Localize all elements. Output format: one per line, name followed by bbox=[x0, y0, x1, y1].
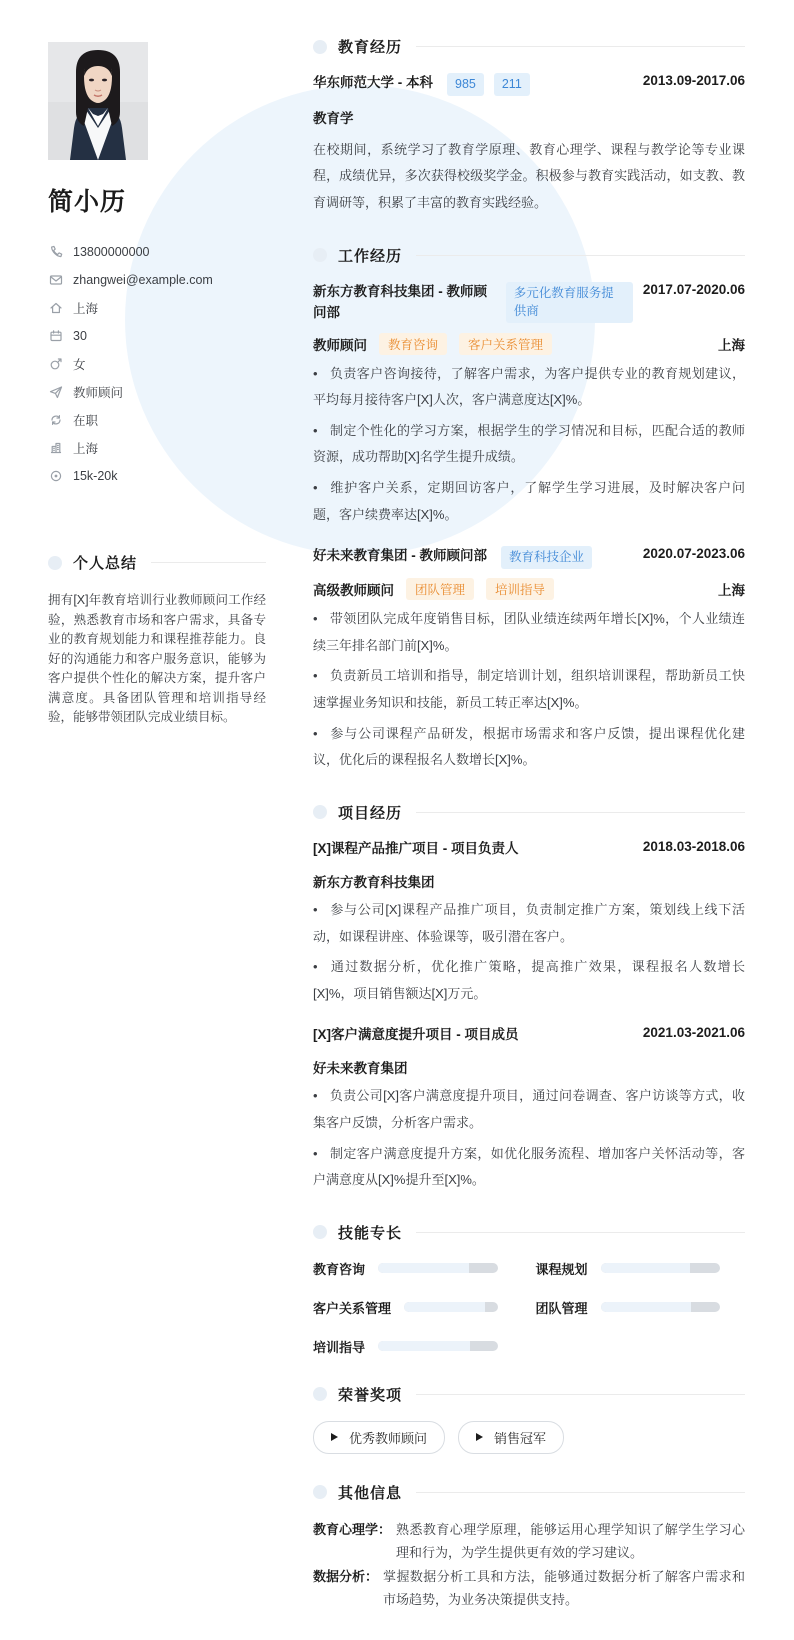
skill-bar bbox=[404, 1302, 497, 1312]
skill-bar bbox=[378, 1263, 497, 1273]
award-label: 销售冠军 bbox=[494, 1430, 547, 1446]
section-projects bbox=[313, 802, 745, 1194]
position-icon bbox=[48, 385, 63, 400]
skill-bar-fill bbox=[601, 1263, 691, 1273]
bullet-list bbox=[313, 361, 745, 529]
profile-photo bbox=[48, 42, 148, 160]
section-dot-icon bbox=[313, 1387, 327, 1401]
contact-value: zhangwei@example.com bbox=[73, 273, 213, 287]
section-title: 荣誉奖项 bbox=[338, 1386, 403, 1404]
skill-tag: 客户关系管理 bbox=[459, 333, 552, 355]
skills-grid bbox=[313, 1259, 745, 1356]
section-header bbox=[48, 552, 266, 573]
section-title: 技能专长 bbox=[338, 1224, 403, 1242]
education-entry bbox=[313, 73, 745, 217]
skill-row bbox=[313, 1337, 498, 1356]
phone-icon bbox=[48, 245, 63, 260]
section-header bbox=[313, 1482, 745, 1503]
city-icon bbox=[48, 441, 63, 456]
bullet-item: • 负责新员工培训和指导，制定培训计划，组织培训课程，帮助新员工快速掌握业务知识和技能，新员工转正率达[X]%。 bbox=[313, 663, 745, 716]
role-name: 高级教师顾问 bbox=[313, 583, 394, 599]
role-name: 教师顾问 bbox=[313, 337, 367, 353]
section-header bbox=[313, 245, 745, 266]
bullet-item: • 制定客户满意度提升方案，如优化服务流程、增加客户关怀活动等，客户满意度从[X]%提升至[X]%。 bbox=[313, 1141, 745, 1194]
contact-status bbox=[48, 406, 266, 434]
contact-work-city bbox=[48, 434, 266, 462]
section-divider bbox=[416, 812, 745, 813]
bullet-item: • 参与公司[X]课程产品推广项目，负责制定推广方案，策划线上线下活动，如课程讲座、体验课等，吸引潜在客户。 bbox=[313, 897, 745, 950]
contact-email bbox=[48, 266, 266, 294]
section-header bbox=[313, 1384, 745, 1405]
entry-date: 2017.07-2020.06 bbox=[642, 281, 745, 297]
other-info-text: 掌握数据分析工具和方法，能够通过数据分析了解客户需求和市场趋势，为业务决策提供支持。 bbox=[383, 1569, 745, 1608]
section-divider bbox=[416, 255, 745, 256]
skill-label: 课程规划 bbox=[535, 1261, 588, 1277]
entry-date: 2020.07-2023.06 bbox=[642, 546, 745, 562]
section-divider bbox=[151, 562, 266, 563]
bullet-list bbox=[313, 1083, 745, 1194]
contact-position bbox=[48, 378, 266, 406]
section-work bbox=[313, 245, 745, 774]
skill-bar-fill bbox=[404, 1302, 485, 1312]
project-name: [X]课程产品推广项目 - 项目负责人 bbox=[313, 840, 519, 856]
salary-icon bbox=[48, 469, 63, 484]
section-dot-icon bbox=[313, 40, 327, 54]
contact-phone bbox=[48, 238, 266, 266]
play-icon bbox=[331, 1433, 338, 1441]
skill-bar-fill bbox=[601, 1302, 692, 1312]
section-divider bbox=[416, 1394, 745, 1395]
role-row bbox=[313, 578, 745, 600]
education-description: 在校期间，系统学习了教育学原理、教育心理学、课程与教学论等专业课程，成绩优异，多次获得校级奖学金。积极参与教育实践活动，如支教、教育调研等，积累了丰富的教育实践经验。 bbox=[313, 141, 745, 211]
contact-gender bbox=[48, 350, 266, 378]
section-skills bbox=[313, 1222, 745, 1356]
contact-value: 上海 bbox=[73, 302, 99, 316]
bullet-item: • 通过数据分析，优化推广策略，提高推广效果，课程报名人数增长[X]%，项目销售额达[X]万元。 bbox=[313, 954, 745, 1007]
skill-label: 教育咨询 bbox=[313, 1261, 366, 1277]
bullet-item: • 参与公司课程产品研发，根据市场需求和客户反馈，提出课程优化建议，优化后的课程报名人数增长[X]%。 bbox=[313, 721, 745, 774]
main-column bbox=[313, 0, 745, 1640]
awards-row bbox=[313, 1421, 745, 1454]
skill-bar-fill bbox=[378, 1341, 470, 1351]
section-header bbox=[313, 1222, 745, 1243]
contact-age bbox=[48, 322, 266, 350]
other-info-label: 数据分析： bbox=[313, 1569, 379, 1585]
entry-header bbox=[313, 1025, 745, 1046]
company-badge: 多元化教育服务提供商 bbox=[506, 282, 633, 324]
contact-value: 30 bbox=[73, 329, 87, 343]
contact-salary bbox=[48, 462, 266, 490]
bullet-item: • 负责公司[X]客户满意度提升项目，通过问卷调查、客户访谈等方式，收集客户反馈，分析客户需求。 bbox=[313, 1083, 745, 1136]
section-dot-icon bbox=[48, 556, 62, 570]
company-badge: 教育科技企业 bbox=[501, 546, 592, 569]
contact-value: 教师顾问 bbox=[73, 386, 124, 400]
section-title: 其他信息 bbox=[338, 1484, 403, 1502]
project-entry bbox=[313, 1025, 745, 1193]
bullet-item: • 维护客户关系，定期回访客户，了解学生学习进展，及时解决客户问题，客户续费率达[X]%。 bbox=[313, 475, 745, 528]
section-awards bbox=[313, 1384, 745, 1454]
contact-list bbox=[48, 238, 266, 490]
section-header bbox=[313, 802, 745, 823]
other-info-row bbox=[313, 1566, 745, 1612]
entry-date: 2021.03-2021.06 bbox=[642, 1025, 745, 1041]
other-info-row bbox=[313, 1519, 745, 1565]
skill-label: 团队管理 bbox=[535, 1300, 588, 1316]
skill-row bbox=[536, 1298, 721, 1317]
skill-row bbox=[536, 1259, 721, 1278]
entry-date: 2013.09-2017.06 bbox=[642, 73, 745, 88]
skill-label: 客户关系管理 bbox=[313, 1300, 392, 1316]
contact-home-city bbox=[48, 294, 266, 322]
work-location: 上海 bbox=[718, 337, 745, 353]
skill-row bbox=[313, 1259, 498, 1278]
mail-icon bbox=[48, 273, 63, 288]
entry-header bbox=[313, 839, 745, 860]
award-button[interactable] bbox=[313, 1421, 445, 1454]
other-info-text: 熟悉教育心理学原理，能够运用心理学知识了解学生学习心理和行为，为学生提供更有效的学习建议。 bbox=[396, 1521, 745, 1560]
work-location: 上海 bbox=[718, 583, 745, 599]
section-dot-icon bbox=[313, 248, 327, 262]
candidate-name: 简小历 bbox=[48, 188, 127, 216]
entry-header bbox=[313, 282, 745, 324]
entry-header bbox=[313, 73, 745, 96]
play-icon bbox=[476, 1433, 483, 1441]
section-header bbox=[313, 36, 745, 57]
skill-bar bbox=[378, 1341, 497, 1351]
skill-tag: 培训指导 bbox=[486, 578, 554, 600]
skill-bar-fill bbox=[378, 1263, 469, 1273]
bullet-item: • 负责客户咨询接待，了解客户需求，为客户提供专业的教育规划建议，平均每月接待客户[X]人次，客户满意度达[X]%。 bbox=[313, 361, 745, 414]
bullet-item: • 制定个性化的学习方案，根据学生的学习情况和目标，匹配合适的教师资源，成功帮助[X]名学生提升成绩。 bbox=[313, 418, 745, 471]
section-title: 个人总结 bbox=[73, 555, 138, 572]
skill-tag: 团队管理 bbox=[406, 578, 474, 600]
school-name: 华东师范大学 - 本科 bbox=[313, 75, 433, 90]
badge-211: 211 bbox=[494, 73, 530, 96]
project-org: 新东方教育科技集团 bbox=[313, 874, 435, 890]
section-divider bbox=[416, 1232, 745, 1233]
section-dot-icon bbox=[313, 1485, 327, 1499]
work-entry bbox=[313, 282, 745, 529]
skill-label: 培训指导 bbox=[313, 1339, 366, 1355]
project-name: [X]客户满意度提升项目 - 项目成员 bbox=[313, 1027, 519, 1043]
section-education bbox=[313, 36, 745, 217]
section-divider bbox=[416, 1492, 745, 1493]
section-title: 教育经历 bbox=[338, 39, 403, 56]
award-label: 优秀教师顾问 bbox=[349, 1430, 428, 1446]
home-icon bbox=[48, 301, 63, 316]
section-dot-icon bbox=[313, 1225, 327, 1239]
contact-value: 女 bbox=[73, 358, 86, 372]
skill-tag: 教育咨询 bbox=[379, 333, 447, 355]
role-row bbox=[313, 333, 745, 355]
project-entry bbox=[313, 839, 745, 1007]
contact-value: 15k-20k bbox=[73, 469, 118, 483]
contact-value: 13800000000 bbox=[73, 245, 150, 259]
skill-bar bbox=[601, 1263, 720, 1273]
sidebar bbox=[48, 0, 266, 1640]
bullet-list bbox=[313, 606, 745, 774]
skill-bar bbox=[601, 1302, 720, 1312]
company-name: 好未来教育集团 - 教师顾问部 bbox=[313, 548, 487, 564]
bullet-item: • 带领团队完成年度销售目标，团队业绩连续两年增长[X]%，个人业绩连续三年排名部门前[X]%。 bbox=[313, 606, 745, 659]
section-divider bbox=[416, 46, 745, 47]
company-name: 新东方教育科技集团 - 教师顾问部 bbox=[313, 283, 487, 320]
project-org: 好未来教育集团 bbox=[313, 1061, 408, 1077]
badge-985: 985 bbox=[447, 73, 484, 96]
contact-value: 上海 bbox=[73, 442, 99, 456]
major-name: 教育学 bbox=[313, 110, 354, 126]
status-icon bbox=[48, 413, 63, 428]
gender-icon bbox=[48, 357, 63, 372]
contact-value: 在职 bbox=[73, 414, 99, 428]
entry-date: 2018.03-2018.06 bbox=[642, 838, 745, 854]
section-dot-icon bbox=[313, 805, 327, 819]
section-title: 工作经历 bbox=[338, 247, 403, 265]
skill-row bbox=[313, 1298, 498, 1317]
bullet-list bbox=[313, 897, 745, 1008]
summary-text: 拥有[X]年教育培训行业教师顾问工作经验，熟悉教育市场和客户需求，具备专业的教育规划能力和课程推荐能力。良好的沟通能力和客户服务意识，能够为客户提供个性化的解决方案，提升客户满意度。具备团队管理和培训指导经验，能够带领团队完成业绩目标。 bbox=[48, 593, 266, 724]
section-title: 项目经历 bbox=[338, 804, 403, 822]
entry-header bbox=[313, 546, 745, 569]
award-button[interactable] bbox=[458, 1421, 564, 1454]
work-entry bbox=[313, 546, 745, 774]
summary-section bbox=[48, 552, 266, 728]
section-other-info bbox=[313, 1482, 745, 1612]
age-icon bbox=[48, 329, 63, 344]
other-info-label: 教育心理学： bbox=[313, 1521, 392, 1537]
